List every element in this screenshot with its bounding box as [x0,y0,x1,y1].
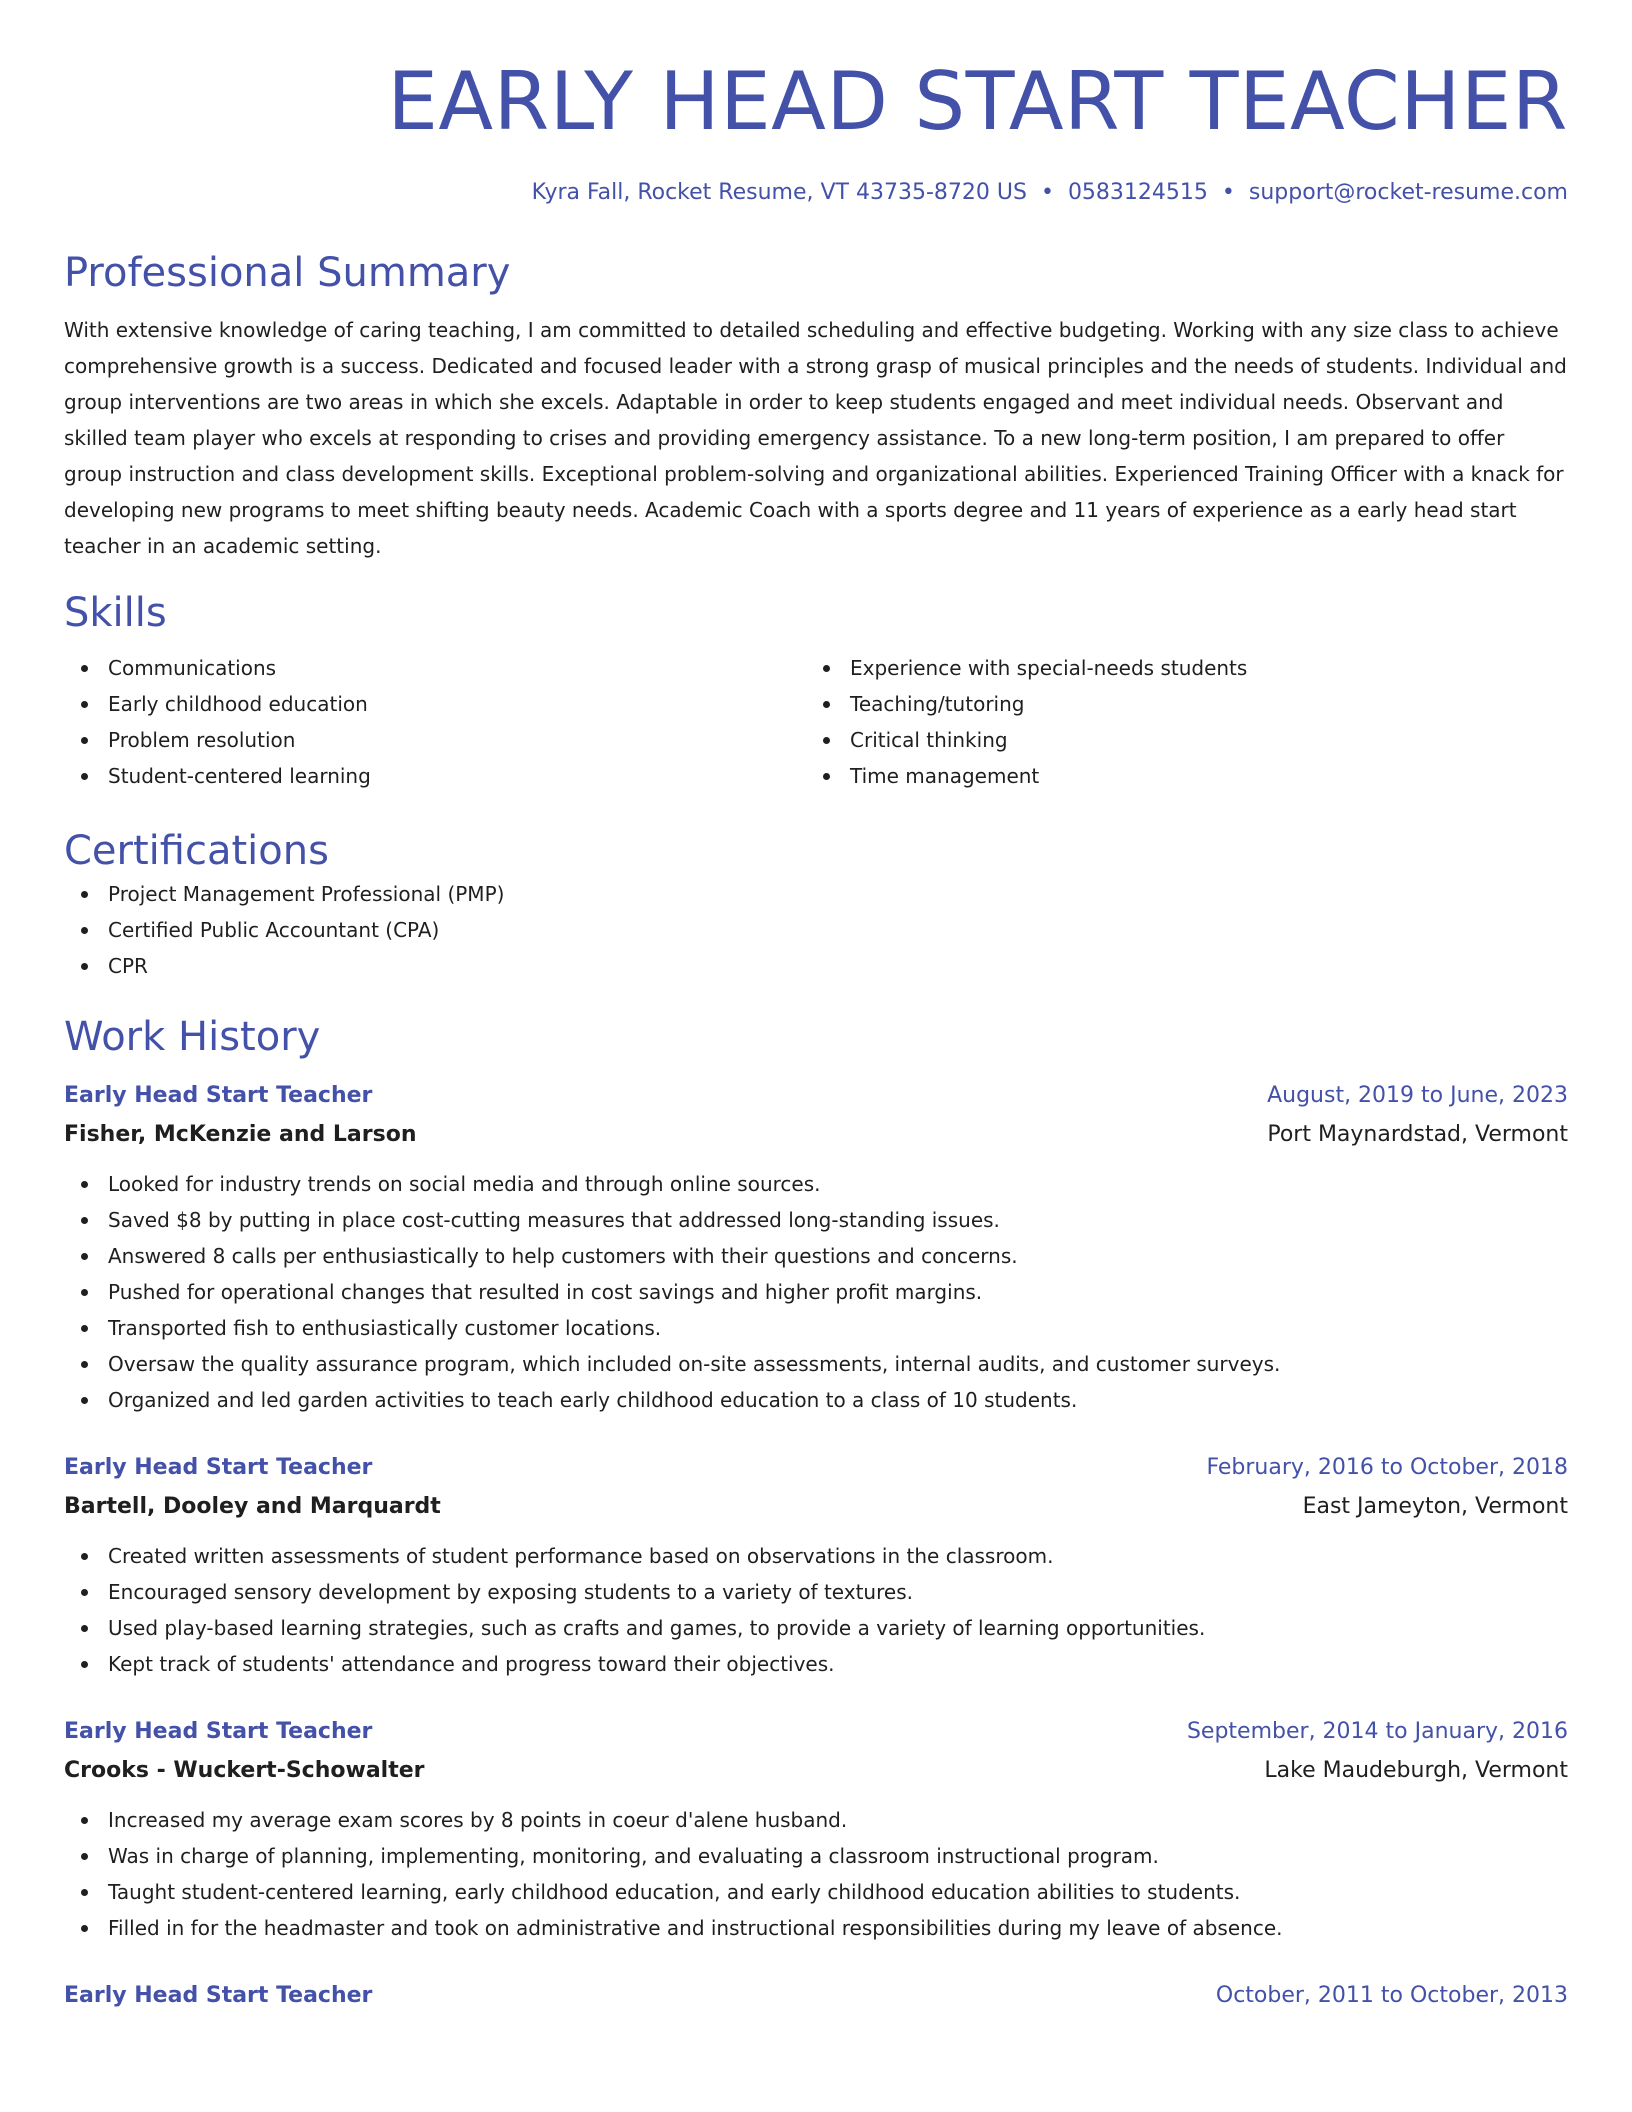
skills-section [64,588,1568,794]
job-duty-item: Saved $8 by putting in place cost-cutting measures that addressed long-standing issues. [64,1202,1568,1238]
contact-separator: • [1221,180,1235,205]
job-header-row [64,1976,1568,2016]
resume-header [64,0,1568,208]
job-role: Early Head Start Teacher [64,1983,373,2008]
skills-list-right [806,650,1548,794]
job-duty-item: Pushed for operational changes that resulted in cost savings and higher profit margins. [64,1274,1568,1310]
contact-email[interactable]: support@rocket-resume.com [1248,180,1568,205]
job-role: Early Head Start Teacher [64,1719,373,1744]
skill-item: Time management [806,758,1548,794]
summary-text: With extensive knowledge of caring teaching, I am committed to detailed scheduling and effective budgeting. Working with any size class to achieve comprehensive growth is a success. Dedicated and focused leader with a strong grasp of musical principles and the needs of students. Individual and group interventions are two areas in which she excels. Adaptable in order to keep students engaged and meet individual needs. Observant and skilled team player who excels at responding to crises and providing emergency assistance. To a new long-term position, I am prepared to offer group instruction and class development skills. Exceptional problem-solving and organizational abilities. Experienced Training Officer with a knack for developing new programs to meet shifting beauty needs. Academic Coach with a sports degree and 11 years of experience as a early head start teacher in an academic setting. [64,318,1567,558]
job-location: Lake Maudeburgh, Vermont [1264,1758,1568,1783]
skill-item: Critical thinking [806,722,1548,758]
job-duty-item: Increased my average exam scores by 8 points in coeur d'alene husband. [64,1802,1568,1838]
skill-item: Problem resolution [64,722,806,758]
job-company-row [64,1752,1568,1790]
skills-list-left [64,650,806,794]
contact-line [64,178,1568,208]
skill-item: Teaching/tutoring [806,686,1548,722]
certifications-section [64,826,1568,984]
job-company-row [64,1488,1568,1526]
job-duties-list [64,1166,1568,1418]
job-entry [64,1448,1568,1682]
job-dates: September, 2014 to January, 2016 [1186,1719,1568,1744]
skill-item: Early childhood education [64,686,806,722]
job-entry [64,1076,1568,1418]
job-role: Early Head Start Teacher [64,1083,373,1108]
summary-section [64,248,1568,564]
job-company: Crooks - Wuckert-Schowalter [64,1758,425,1783]
resume-title: EARLY HEAD START TEACHER [387,55,1568,148]
job-location: East Jameyton, Vermont [1302,1494,1568,1519]
job-company: Fisher, McKenzie and Larson [64,1122,417,1147]
job-duty-item: Created written assessments of student performance based on observations in the classroom. [64,1538,1568,1574]
work-history-section [64,1012,1568,2016]
job-header-row [64,1712,1568,1752]
job-header-row [64,1076,1568,1116]
job-company-row [64,1116,1568,1154]
certification-item: Project Management Professional (PMP) [64,876,1568,912]
job-entry [64,1976,1568,2016]
contact-separator: • [1040,180,1054,205]
job-role: Early Head Start Teacher [64,1455,373,1480]
job-company: Bartell, Dooley and Marquardt [64,1494,441,1519]
certification-item: Certified Public Accountant (CPA) [64,912,1568,948]
skills-columns [64,650,1568,794]
job-duty-item: Oversaw the quality assurance program, which included on-site assessments, internal audits, and customer surveys. [64,1346,1568,1382]
skill-item: Student-centered learning [64,758,806,794]
skills-heading: Skills [64,590,167,636]
summary-heading: Professional Summary [64,250,511,296]
certifications-heading: Certifications [64,828,329,874]
job-dates: February, 2016 to October, 2018 [1206,1455,1568,1480]
job-duty-item: Organized and led garden activities to teach early childhood education to a class of 10 students. [64,1382,1568,1418]
job-duty-item: Looked for industry trends on social media and through online sources. [64,1166,1568,1202]
job-duties-list [64,1802,1568,1946]
job-duty-item: Taught student-centered learning, early childhood education, and early childhood education abilities to students. [64,1874,1568,1910]
job-entry [64,1712,1568,1946]
job-duty-item: Kept track of students' attendance and progress toward their objectives. [64,1646,1568,1682]
job-duty-item: Was in charge of planning, implementing, monitoring, and evaluating a classroom instructional program. [64,1838,1568,1874]
certifications-list [64,876,1568,984]
job-duty-item: Answered 8 calls per enthusiastically to help customers with their questions and concerns. [64,1238,1568,1274]
contact-phone: 0583124515 [1067,180,1208,205]
job-duty-item: Used play-based learning strategies, such as crafts and games, to provide a variety of learning opportunities. [64,1610,1568,1646]
job-location: Port Maynardstad, Vermont [1267,1122,1568,1147]
contact-address: Kyra Fall, Rocket Resume, VT 43735-8720 US [531,180,1027,205]
job-header-row [64,1448,1568,1488]
skill-item: Communications [64,650,806,686]
job-duty-item: Transported fish to enthusiastically customer locations. [64,1310,1568,1346]
job-dates: August, 2019 to June, 2023 [1267,1083,1568,1108]
certification-item: CPR [64,948,1568,984]
job-duties-list [64,1538,1568,1682]
job-duty-item: Filled in for the headmaster and took on administrative and instructional responsibilities during my leave of absence. [64,1910,1568,1946]
skill-item: Experience with special-needs students [806,650,1548,686]
job-duty-item: Encouraged sensory development by exposing students to a variety of textures. [64,1574,1568,1610]
work-history-heading: Work History [64,1014,321,1060]
job-dates: October, 2011 to October, 2013 [1215,1983,1568,2008]
